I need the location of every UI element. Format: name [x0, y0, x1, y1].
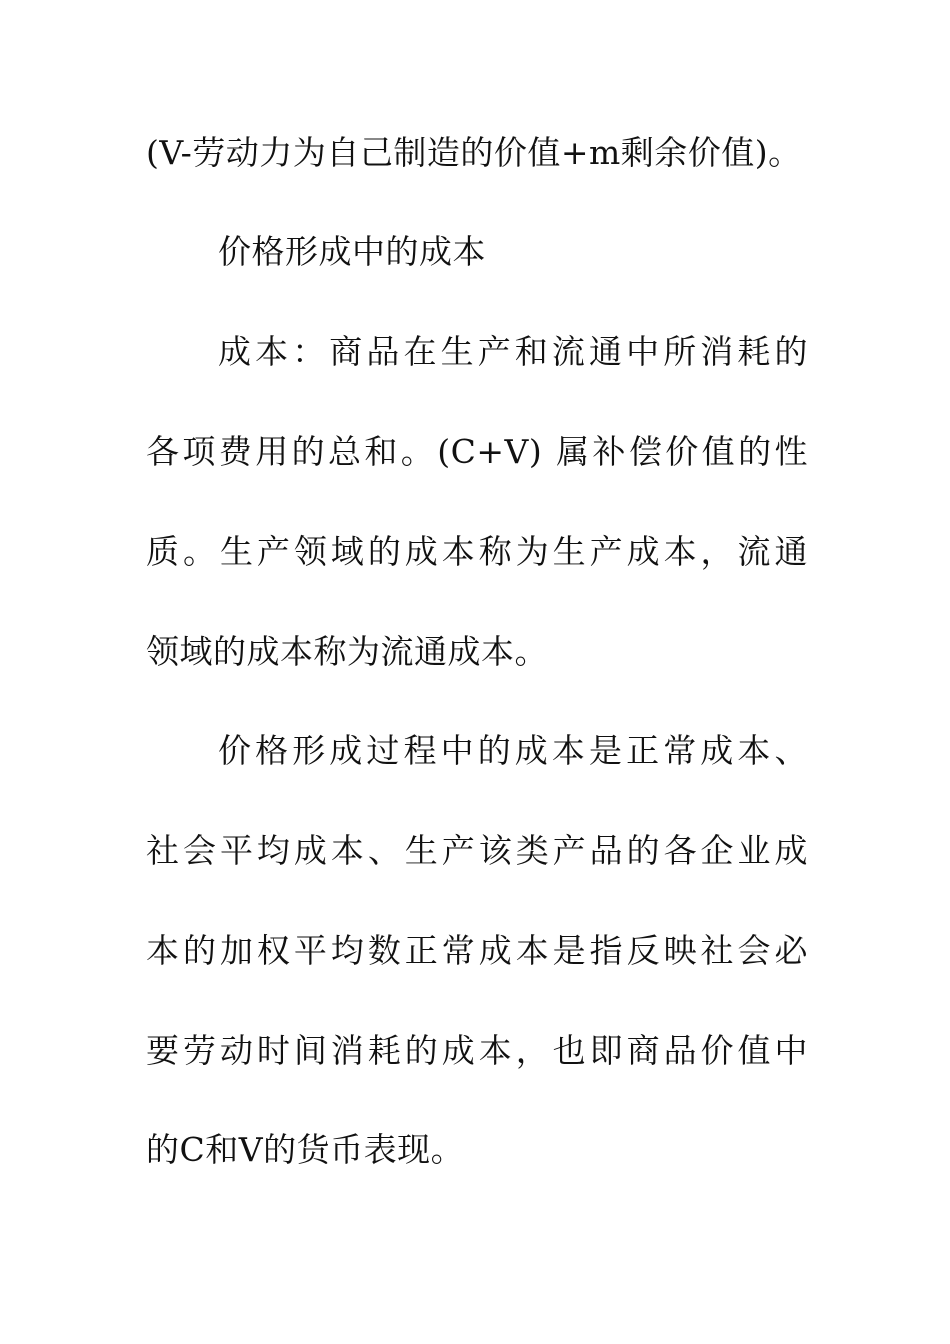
section-heading: 价格形成中的成本: [218, 232, 486, 271]
text-line-7: 价格形成过程中的成本是正常成本、: [218, 731, 808, 770]
text-line-5: 质。生产领域的成本称为生产成本，流通: [146, 532, 808, 571]
text-line-8: 社会平均成本、生产该类产品的各企业成: [146, 831, 808, 870]
text-line-3: 成本：商品在生产和流通中所消耗的: [218, 332, 808, 371]
text-line-11: 的C和V的货币表现。: [146, 1130, 465, 1169]
text-line-6: 领域的成本称为流通成本。: [146, 632, 548, 671]
text-line-9: 本的加权平均数正常成本是指反映社会必: [146, 931, 808, 970]
text-line-1: (V-劳动力为自己制造的价值+m剩余价值)。: [146, 133, 802, 172]
text-line-4: 各项费用的总和。(C+V) 属补偿价值的性: [146, 432, 808, 471]
text-line-10: 要劳动时间消耗的成本，也即商品价值中: [146, 1031, 808, 1070]
